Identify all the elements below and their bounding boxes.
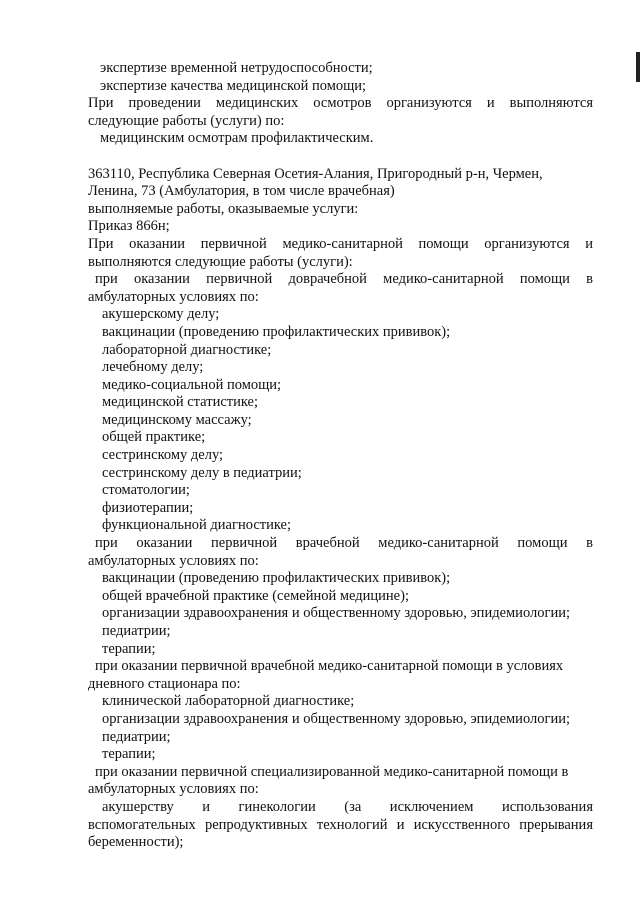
list-item: медицинской статистике; — [102, 394, 259, 411]
list-item: медицинскому массажу; — [102, 411, 252, 428]
text-line: экспертизе временной нетрудоспособности; — [100, 60, 373, 76]
list-item: организации здравоохранения и общественному здоровью, эпидемиологии; — [102, 605, 570, 622]
list-item: вакцинации (проведению профилактических прививок); — [102, 323, 451, 340]
address-line: Ленина, 73 (Амбулатория, в том числе врачебная) — [88, 183, 395, 200]
text-line: При проведении медицинских осмотров организуются и выполняются — [88, 95, 593, 112]
list-item: организации здравоохранения и общественному здоровью, эпидемиологии; — [102, 710, 570, 727]
text-line: выполняются следующие работы (услуги): — [88, 253, 353, 270]
list-item: сестринскому делу в педиатрии; — [102, 464, 302, 481]
address-line: 363110, Республика Северная Осетия-Алания, Пригородный р-н, Чермен, — [88, 165, 543, 182]
section-heading: дневного стационара по: — [88, 675, 241, 692]
text-line: следующие работы (услуги) по: — [88, 112, 285, 129]
list-item: медико-социальной помощи; — [102, 376, 282, 393]
list-item: физиотерапии; — [102, 499, 194, 516]
list-item: акушерству и гинекологии (за исключением использования — [102, 798, 593, 815]
text-line: экспертизе качества медицинской помощи; — [100, 77, 367, 94]
list-item: сестринскому делу; — [102, 447, 224, 464]
section-heading: амбулаторных условиях по: — [88, 288, 259, 305]
text-line: медицинским осмотрам профилактическим. — [100, 130, 374, 147]
list-item: лечебному делу; — [102, 359, 204, 376]
list-item: беременности); — [88, 834, 184, 851]
list-item: вакцинации (проведению профилактических прививок); — [102, 570, 451, 587]
list-item: общей врачебной практике (семейной медицине); — [102, 587, 409, 604]
list-item: педиатрии; — [102, 623, 171, 639]
section-heading: при оказании первичной специализированной медико-санитарной помощи в — [95, 763, 569, 780]
list-item: общей практике; — [102, 429, 206, 446]
paragraph-gap — [88, 148, 593, 166]
section-heading: амбулаторных условиях по: — [88, 552, 259, 569]
list-item: терапии; — [102, 746, 156, 763]
list-item: акушерскому делу; — [102, 306, 220, 323]
section-heading: амбулаторных условиях по: — [88, 781, 259, 798]
page-edge-mark — [636, 52, 640, 82]
section-heading: при оказании первичной доврачебной медико-санитарной помощи в — [95, 271, 593, 288]
list-item: клинической лабораторной диагностике; — [102, 693, 355, 710]
list-item: стоматологии; — [102, 482, 190, 499]
text-line: выполняемые работы, оказываемые услуги: — [88, 200, 359, 217]
section-heading: при оказании первичной врачебной медико-санитарной помощи в условиях — [95, 658, 564, 675]
list-item: терапии; — [102, 640, 156, 657]
section-heading: при оказании первичной врачебной медико-санитарной помощи в — [95, 535, 593, 552]
list-item: педиатрии; — [102, 728, 171, 745]
list-item: функциональной диагностике; — [102, 517, 291, 534]
document-body — [88, 60, 593, 852]
text-line: При оказании первичной медико-санитарной помощи организуются и — [88, 235, 593, 252]
order-reference: Приказ 866н; — [88, 218, 170, 235]
list-item: лабораторной диагностике; — [102, 341, 272, 358]
list-item: вспомогательных репродуктивных технологий и искусственного прерывания — [88, 816, 593, 833]
